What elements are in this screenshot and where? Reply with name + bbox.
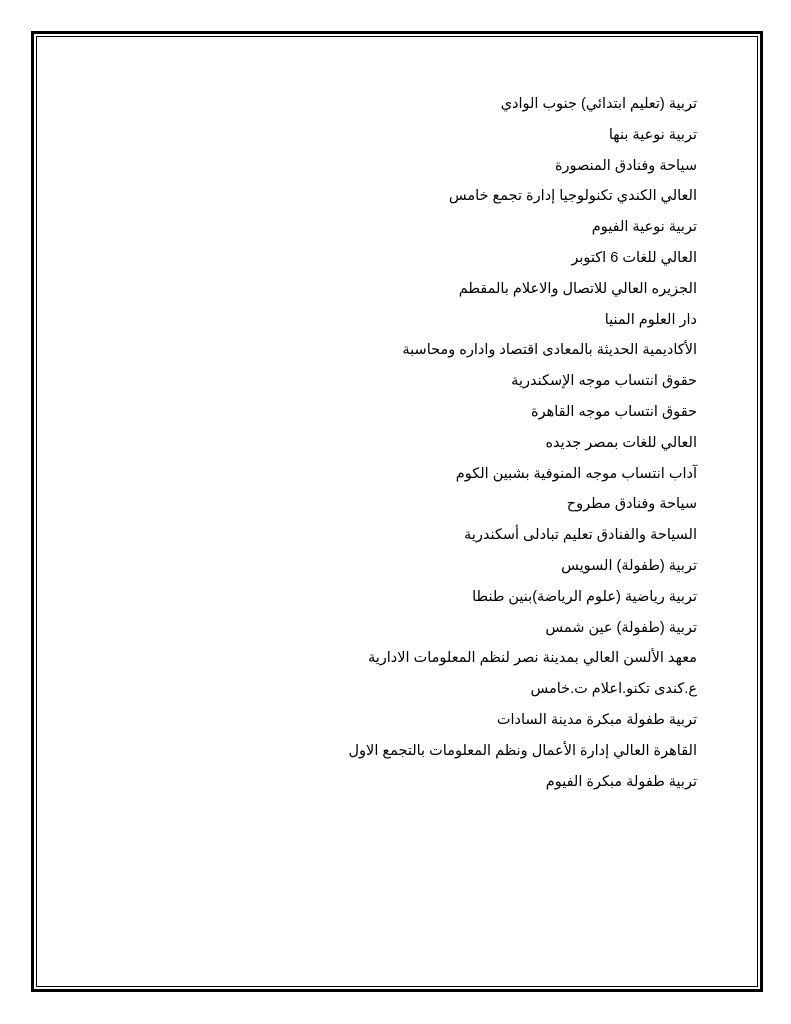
list-item: سياحة وفنادق مطروح <box>566 496 697 513</box>
list-item: تربية (طفولة) عين شمس <box>545 619 697 636</box>
list-item: حقوق انتساب موجه الإسكندرية <box>511 373 697 390</box>
list-item: العالي للغات 6 اكتوبر <box>571 249 697 266</box>
list-item: تربية نوعية الفيوم <box>591 219 697 236</box>
list-item: تربية طفولة مبكرة الفيوم <box>545 773 697 790</box>
list-item: دار العلوم المنيا <box>604 311 697 328</box>
faculty-list <box>137 89 697 797</box>
list-item: العالي الكندي تكنولوجيا إدارة تجمع خامس <box>448 188 697 205</box>
list-item: القاهرة العالي إدارة الأعمال ونظم المعلومات بالتجمع الاول <box>348 742 697 759</box>
list-item: العالي للغات بمصر جديده <box>545 434 697 451</box>
list-item: تربية (تعليم ابتدائي) جنوب الوادي <box>500 96 697 112</box>
list-item: الأكاديمية الحديثة بالمعادى اقتصاد واداره ومحاسبة <box>402 342 697 359</box>
list-item: تربية طفولة مبكرة مدينة السادات <box>496 711 697 728</box>
list-item: الجزيره العالي للاتصال والاعلام بالمقطم <box>458 280 697 297</box>
list-item: تربية نوعية بنها <box>608 126 697 143</box>
list-item: معهد الألسن العالي بمدينة نصر لنظم المعلومات الادارية <box>367 650 697 667</box>
list-item: ع.كندى تكنو.اعلام ت.خامس <box>530 681 697 698</box>
list-item: تربية رياضية (علوم الرياضة)بنين طنطا <box>472 588 697 605</box>
list-item: حقوق انتساب موجه القاهرة <box>530 403 697 420</box>
list-item: تربية (طفولة) السويس <box>561 557 697 574</box>
list-item: سياحة وفنادق المنصورة <box>554 157 697 174</box>
list-item: السياحة والفنادق تعليم تبادلى أسكندرية <box>464 527 697 544</box>
list-item: آداب انتساب موجه المنوفية بشبين الكوم <box>455 465 697 482</box>
